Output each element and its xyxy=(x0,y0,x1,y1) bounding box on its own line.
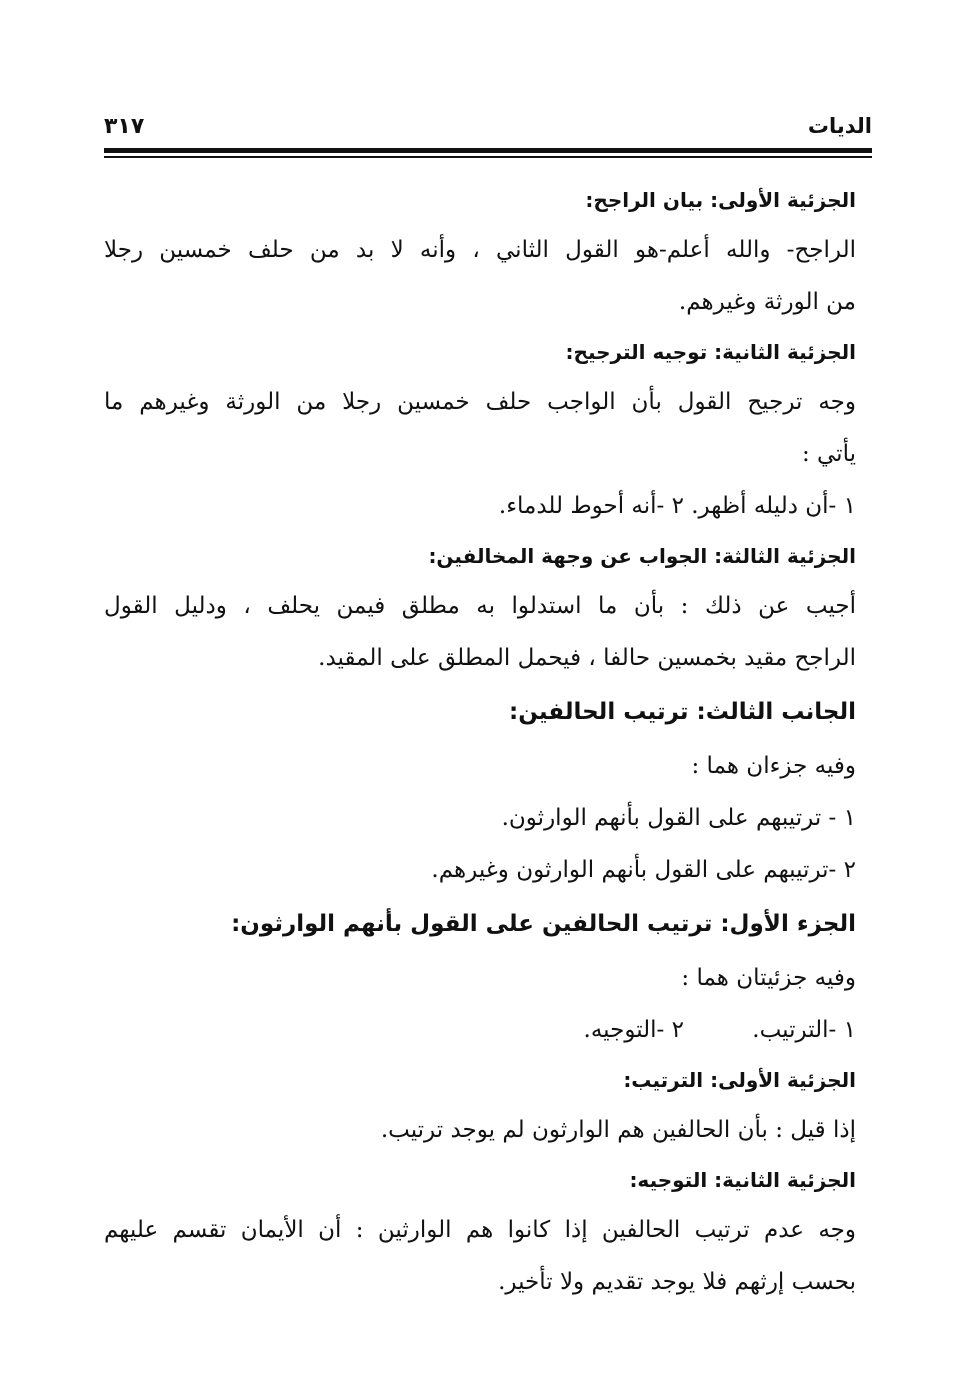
chapter-title: الديات xyxy=(807,114,872,138)
paragraph-line: الراجح مقيد بخمسين حالفا ، فيحمل المطلق على المقيد. xyxy=(318,645,856,671)
paragraph-line: يأتي : xyxy=(801,441,856,467)
paragraph-line: بحسب إرثهم فلا يوجد تقديم ولا تأخير. xyxy=(498,1269,856,1295)
paragraph-line: وجه ترجيح القول بأن الواجب حلف خمسين رجلا من الورثة وغيرهم ما xyxy=(104,389,856,415)
running-header xyxy=(104,112,872,146)
numbered-list xyxy=(104,1004,856,1056)
header-rule-thick xyxy=(104,148,872,153)
header-rule-thin xyxy=(104,156,872,158)
section-heading: الجزئية الثانية: التوجيه: xyxy=(629,1168,856,1192)
list-item: ٢ -التوجيه. xyxy=(583,1017,684,1043)
paragraph-line: وفيه جزئيتان هما : xyxy=(681,965,856,991)
paragraph-line: من الورثة وغيرهم. xyxy=(678,289,856,315)
page-body xyxy=(104,176,856,1308)
paragraph-line: أجيب عن ذلك : بأن ما استدلوا به مطلق فيمن يحلف ، ودليل القول xyxy=(104,593,856,619)
list-item: ٢ -ترتيبهم على القول بأنهم الوارثون وغيرهم. xyxy=(431,857,856,883)
list-item: ١ - ترتيبهم على القول بأنهم الوارثون. xyxy=(501,805,856,831)
section-heading: الجزء الأول: ترتيب الحالفين على القول بأنهم الوارثون: xyxy=(231,911,856,937)
section-heading: الجزئية الأولى: بيان الراجح: xyxy=(585,188,856,212)
numbered-list xyxy=(104,480,856,532)
list-item: ١ -أن دليله أظهر. xyxy=(691,493,856,519)
list-item: ١ -الترتيب. xyxy=(752,1017,856,1043)
section-heading: الجزئية الأولى: الترتيب: xyxy=(623,1068,856,1092)
paragraph-line: وجه عدم ترتيب الحالفين إذا كانوا هم الوارثين : أن الأيمان تقسم عليهم xyxy=(104,1217,856,1243)
page-number: ٣١٧ xyxy=(104,114,145,139)
paragraph-line: إذا قيل : بأن الحالفين هم الوارثون لم يوجد ترتيب. xyxy=(380,1117,856,1143)
paragraph-line: الراجح- والله أعلم-هو القول الثاني ، وأنه لا بد من حلف خمسين رجلا xyxy=(104,237,856,263)
section-heading: الجانب الثالث: ترتيب الحالفين: xyxy=(509,699,856,725)
paragraph-line: وفيه جزءان هما : xyxy=(691,753,856,779)
list-item: ٢ -أنه أحوط للدماء. xyxy=(498,493,684,519)
section-heading: الجزئية الثالثة: الجواب عن وجهة المخالفين: xyxy=(428,544,856,568)
section-heading: الجزئية الثانية: توجيه الترجيح: xyxy=(565,340,856,364)
